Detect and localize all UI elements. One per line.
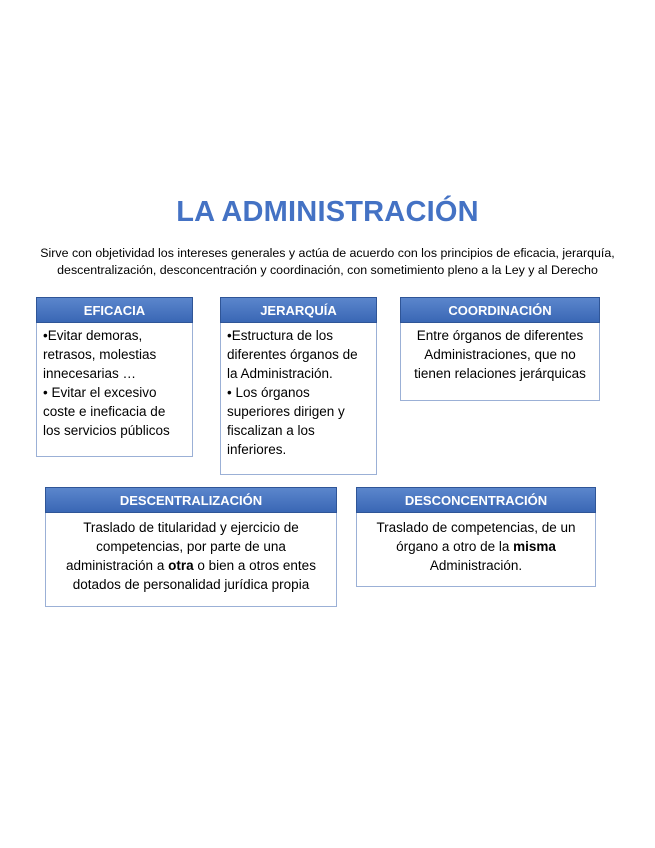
page-subtitle: Sirve con objetividad los intereses generales y actúa de acuerdo con los principios de eficacia, jerarquía, descentralización, desconcentración y coordinación, con sometimiento pleno a la Ley y al Derecho <box>40 246 615 277</box>
descentralizacion-text-a: Traslado de titularidad y ejercicio de competencias, por parte de una administración a <box>66 520 299 573</box>
jerarquia-body <box>220 319 377 475</box>
jerarquia-box <box>220 297 377 475</box>
jerarquia-line-2: • Los órganos superiores dirigen y fiscalizan a los inferiores. <box>227 385 345 457</box>
eficacia-box <box>36 297 193 457</box>
jerarquia-line-1: •Estructura de los diferentes órganos de la Administración. <box>227 328 358 381</box>
desconcentracion-header: DESCONCENTRACIÓN <box>356 487 596 513</box>
descentralizacion-body <box>45 509 337 607</box>
desconcentracion-text-b: Administración. <box>429 558 523 573</box>
desconcentracion-box <box>356 487 596 587</box>
jerarquia-header: JERARQUÍA <box>220 297 377 323</box>
page-title: LA ADMINISTRACIÓN <box>176 196 479 228</box>
eficacia-line-1: •Evitar demoras, retrasos, molestias innecesarias … <box>43 328 157 381</box>
coordinacion-header: COORDINACIÓN <box>400 297 600 323</box>
eficacia-line-2: • Evitar el excesivo coste e ineficacia de los servicios públicos <box>43 385 170 438</box>
descentralizacion-text-bold: otra <box>168 558 194 573</box>
coordinacion-body <box>400 319 600 401</box>
desconcentracion-body <box>356 509 596 587</box>
coordinacion-box <box>400 297 600 401</box>
eficacia-body <box>36 319 193 457</box>
desconcentracion-text-bold: misma <box>513 539 556 554</box>
desconcentracion-text-a: Traslado de competencias, de un órgano a otro de la <box>376 520 576 554</box>
descentralizacion-text-b: o bien a otros entes dotados de personalidad jurídica propia <box>72 558 316 592</box>
descentralizacion-box <box>45 487 337 607</box>
descentralizacion-header: DESCENTRALIZACIÓN <box>45 487 337 513</box>
coordinacion-text: Entre órganos de diferentes Administraciones, que no tienen relaciones jerárquicas <box>414 328 586 381</box>
eficacia-header: EFICACIA <box>36 297 193 323</box>
